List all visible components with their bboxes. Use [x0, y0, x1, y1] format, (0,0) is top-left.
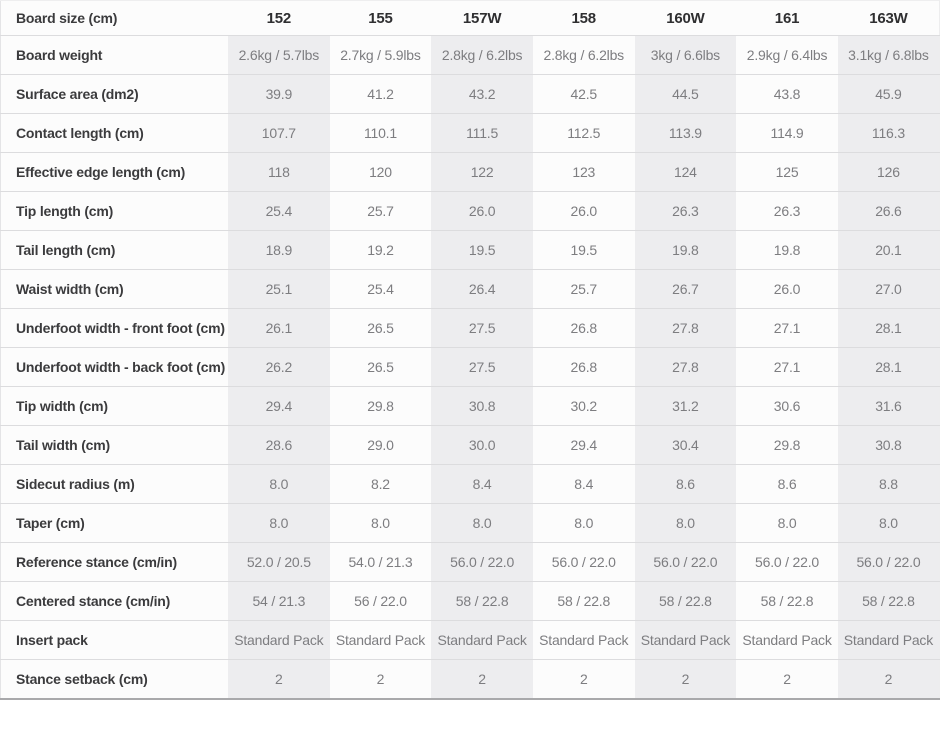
- column-header-155: 155: [330, 1, 432, 36]
- column-header-160w: 160W: [635, 1, 737, 36]
- spec-value-158: 112.5: [533, 114, 635, 153]
- spec-row-label: Surface area (dm2): [1, 75, 229, 114]
- spec-value-160w: 26.7: [635, 270, 737, 309]
- spec-value-160w: 113.9: [635, 114, 737, 153]
- spec-row-label: Tail width (cm): [1, 426, 229, 465]
- spec-value-152: 39.9: [228, 75, 330, 114]
- spec-value-157w: Standard Pack: [431, 621, 533, 660]
- spec-value-160w: 8.0: [635, 504, 737, 543]
- spec-value-161: 114.9: [736, 114, 838, 153]
- spec-value-158: 58 / 22.8: [533, 582, 635, 621]
- spec-value-157w: 26.0: [431, 192, 533, 231]
- spec-value-163w: 45.9: [838, 75, 940, 114]
- spec-value-155: 2.7kg / 5.9lbs: [330, 36, 432, 75]
- spec-value-161: 8.0: [736, 504, 838, 543]
- spec-value-155: 26.5: [330, 309, 432, 348]
- spec-value-158: 29.4: [533, 426, 635, 465]
- spec-value-155: 25.7: [330, 192, 432, 231]
- spec-value-152: 2: [228, 660, 330, 699]
- spec-value-155: 41.2: [330, 75, 432, 114]
- spec-value-163w: 126: [838, 153, 940, 192]
- spec-value-161: 125: [736, 153, 838, 192]
- spec-value-161: 2.9kg / 6.4lbs: [736, 36, 838, 75]
- spec-value-157w: 8.0: [431, 504, 533, 543]
- spec-value-157w: 27.5: [431, 309, 533, 348]
- column-header-163w: 163W: [838, 1, 940, 36]
- spec-value-161: 30.6: [736, 387, 838, 426]
- spec-row-label: Tail length (cm): [1, 231, 229, 270]
- spec-value-152: 107.7: [228, 114, 330, 153]
- spec-value-158: 2: [533, 660, 635, 699]
- spec-row-label: Sidecut radius (m): [1, 465, 229, 504]
- spec-row: [1, 348, 940, 387]
- spec-table-body: [1, 36, 940, 699]
- spec-value-158: 26.0: [533, 192, 635, 231]
- spec-value-155: 29.8: [330, 387, 432, 426]
- spec-value-157w: 2: [431, 660, 533, 699]
- column-header-158: 158: [533, 1, 635, 36]
- spec-value-155: 8.0: [330, 504, 432, 543]
- spec-row-label: Tip length (cm): [1, 192, 229, 231]
- spec-value-163w: 58 / 22.8: [838, 582, 940, 621]
- spec-value-155: 26.5: [330, 348, 432, 387]
- spec-table-head: [1, 1, 940, 36]
- spec-value-158: 8.4: [533, 465, 635, 504]
- spec-value-157w: 27.5: [431, 348, 533, 387]
- spec-value-163w: 8.8: [838, 465, 940, 504]
- spec-value-161: 8.6: [736, 465, 838, 504]
- spec-value-163w: 20.1: [838, 231, 940, 270]
- spec-value-163w: 28.1: [838, 309, 940, 348]
- spec-row-label: Underfoot width - back foot (cm): [1, 348, 229, 387]
- spec-value-157w: 56.0 / 22.0: [431, 543, 533, 582]
- spec-row: [1, 231, 940, 270]
- spec-value-157w: 19.5: [431, 231, 533, 270]
- spec-value-158: 25.7: [533, 270, 635, 309]
- spec-value-161: 58 / 22.8: [736, 582, 838, 621]
- spec-value-161: Standard Pack: [736, 621, 838, 660]
- spec-row: [1, 270, 940, 309]
- spec-value-163w: 26.6: [838, 192, 940, 231]
- spec-value-155: 29.0: [330, 426, 432, 465]
- spec-row-label: Stance setback (cm): [1, 660, 229, 699]
- spec-row-label: Insert pack: [1, 621, 229, 660]
- spec-value-163w: 28.1: [838, 348, 940, 387]
- spec-value-152: 29.4: [228, 387, 330, 426]
- spec-value-155: 120: [330, 153, 432, 192]
- spec-value-152: 26.1: [228, 309, 330, 348]
- spec-value-161: 19.8: [736, 231, 838, 270]
- spec-value-160w: 56.0 / 22.0: [635, 543, 737, 582]
- spec-value-158: 56.0 / 22.0: [533, 543, 635, 582]
- spec-value-155: 54.0 / 21.3: [330, 543, 432, 582]
- spec-value-160w: 31.2: [635, 387, 737, 426]
- spec-value-163w: 3.1kg / 6.8lbs: [838, 36, 940, 75]
- spec-value-160w: 26.3: [635, 192, 737, 231]
- spec-value-160w: 8.6: [635, 465, 737, 504]
- spec-value-152: 2.6kg / 5.7lbs: [228, 36, 330, 75]
- spec-value-155: 19.2: [330, 231, 432, 270]
- spec-row-label: Contact length (cm): [1, 114, 229, 153]
- spec-value-157w: 2.8kg / 6.2lbs: [431, 36, 533, 75]
- spec-row-label: Effective edge length (cm): [1, 153, 229, 192]
- spec-value-161: 26.0: [736, 270, 838, 309]
- spec-row-label: Centered stance (cm/in): [1, 582, 229, 621]
- spec-value-161: 43.8: [736, 75, 838, 114]
- spec-row: [1, 387, 940, 426]
- spec-value-155: 56 / 22.0: [330, 582, 432, 621]
- spec-value-160w: 3kg / 6.6lbs: [635, 36, 737, 75]
- spec-value-163w: 8.0: [838, 504, 940, 543]
- spec-value-163w: 56.0 / 22.0: [838, 543, 940, 582]
- spec-value-155: Standard Pack: [330, 621, 432, 660]
- spec-value-161: 56.0 / 22.0: [736, 543, 838, 582]
- spec-value-152: 25.4: [228, 192, 330, 231]
- spec-value-155: 8.2: [330, 465, 432, 504]
- spec-value-157w: 30.8: [431, 387, 533, 426]
- spec-row-label: Tip width (cm): [1, 387, 229, 426]
- spec-value-158: 2.8kg / 6.2lbs: [533, 36, 635, 75]
- spec-row: [1, 153, 940, 192]
- spec-value-161: 29.8: [736, 426, 838, 465]
- spec-row: [1, 192, 940, 231]
- spec-value-161: 2: [736, 660, 838, 699]
- spec-value-155: 2: [330, 660, 432, 699]
- column-header-152: 152: [228, 1, 330, 36]
- spec-value-157w: 122: [431, 153, 533, 192]
- spec-value-152: 54 / 21.3: [228, 582, 330, 621]
- spec-value-158: 123: [533, 153, 635, 192]
- spec-row: [1, 75, 940, 114]
- spec-value-160w: 58 / 22.8: [635, 582, 737, 621]
- spec-row-label: Underfoot width - front foot (cm): [1, 309, 229, 348]
- spec-value-158: Standard Pack: [533, 621, 635, 660]
- spec-row: [1, 309, 940, 348]
- header-row: [1, 1, 940, 36]
- spec-value-152: 25.1: [228, 270, 330, 309]
- spec-value-158: 30.2: [533, 387, 635, 426]
- spec-value-160w: 27.8: [635, 309, 737, 348]
- spec-value-152: 26.2: [228, 348, 330, 387]
- spec-value-157w: 43.2: [431, 75, 533, 114]
- spec-value-158: 26.8: [533, 348, 635, 387]
- spec-value-152: 52.0 / 20.5: [228, 543, 330, 582]
- column-header-161: 161: [736, 1, 838, 36]
- spec-row-label: Reference stance (cm/in): [1, 543, 229, 582]
- spec-row-label: Board weight: [1, 36, 229, 75]
- spec-value-158: 42.5: [533, 75, 635, 114]
- spec-value-157w: 8.4: [431, 465, 533, 504]
- spec-value-161: 27.1: [736, 348, 838, 387]
- spec-value-160w: 124: [635, 153, 737, 192]
- spec-value-163w: 116.3: [838, 114, 940, 153]
- spec-value-152: 18.9: [228, 231, 330, 270]
- spec-value-163w: Standard Pack: [838, 621, 940, 660]
- spec-value-158: 19.5: [533, 231, 635, 270]
- spec-value-152: 8.0: [228, 465, 330, 504]
- spec-value-157w: 26.4: [431, 270, 533, 309]
- spec-value-160w: 2: [635, 660, 737, 699]
- spec-value-152: 118: [228, 153, 330, 192]
- spec-value-158: 26.8: [533, 309, 635, 348]
- spec-value-161: 27.1: [736, 309, 838, 348]
- spec-row-label: Waist width (cm): [1, 270, 229, 309]
- spec-value-163w: 2: [838, 660, 940, 699]
- spec-value-163w: 27.0: [838, 270, 940, 309]
- spec-row: [1, 36, 940, 75]
- spec-value-160w: 19.8: [635, 231, 737, 270]
- spec-value-152: Standard Pack: [228, 621, 330, 660]
- spec-row: [1, 465, 940, 504]
- spec-row: [1, 660, 940, 699]
- column-header-157w: 157W: [431, 1, 533, 36]
- spec-row: [1, 582, 940, 621]
- spec-value-160w: 30.4: [635, 426, 737, 465]
- spec-value-152: 8.0: [228, 504, 330, 543]
- spec-value-160w: Standard Pack: [635, 621, 737, 660]
- spec-value-155: 110.1: [330, 114, 432, 153]
- spec-row: [1, 621, 940, 660]
- spec-value-157w: 58 / 22.8: [431, 582, 533, 621]
- spec-row: [1, 114, 940, 153]
- spec-value-161: 26.3: [736, 192, 838, 231]
- spec-row-label: Taper (cm): [1, 504, 229, 543]
- spec-value-157w: 30.0: [431, 426, 533, 465]
- spec-value-163w: 30.8: [838, 426, 940, 465]
- spec-value-163w: 31.6: [838, 387, 940, 426]
- spec-row: [1, 426, 940, 465]
- spec-value-158: 8.0: [533, 504, 635, 543]
- spec-value-160w: 27.8: [635, 348, 737, 387]
- spec-value-155: 25.4: [330, 270, 432, 309]
- spec-value-152: 28.6: [228, 426, 330, 465]
- spec-value-157w: 111.5: [431, 114, 533, 153]
- spec-row: [1, 543, 940, 582]
- header-label-board-size: Board size (cm): [1, 1, 229, 36]
- spec-row: [1, 504, 940, 543]
- spec-value-160w: 44.5: [635, 75, 737, 114]
